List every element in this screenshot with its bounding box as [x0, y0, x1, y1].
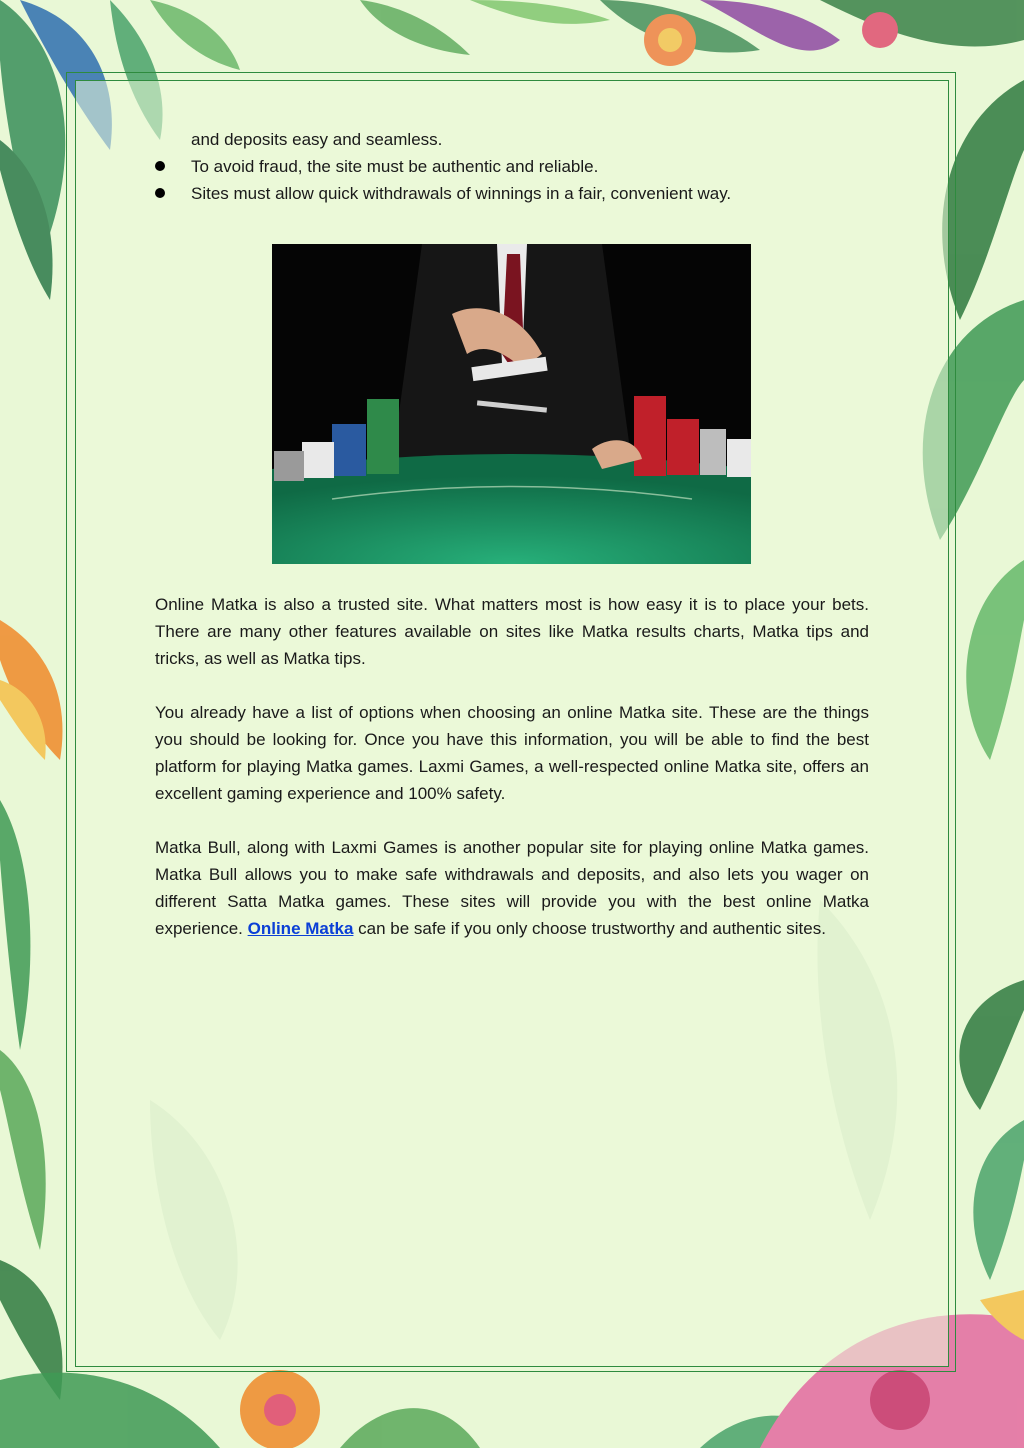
paragraph-2: You already have a list of options when choosing an online Matka site. These are the things you should be looking for. Once you have this information, you will be able to find the best platform for playing Matka games. Laxmi Games, a well-respected online Matka site, offers an excellent gaming experience and 100% safety. — [155, 703, 869, 803]
page-content — [155, 126, 869, 942]
paragraph-3-text-after: can be safe if you only choose trustworthy and authentic sites. — [358, 919, 826, 938]
paragraph-1: Online Matka is also a trusted site. What matters most is how easy it is to place your bets. There are many other features available on sites like Matka results charts, Matka tips and tricks, as well as Matka tips. — [155, 595, 869, 668]
bullet-icon — [155, 161, 165, 171]
casino-photo — [272, 244, 751, 564]
list-item — [155, 180, 869, 207]
casino-dealer-image — [272, 244, 751, 564]
bullet-text: To avoid fraud, the site must be authentic and reliable. — [191, 157, 599, 176]
bullet-text: Sites must allow quick withdrawals of winnings in a fair, convenient way. — [191, 184, 732, 203]
list-continuation-text: and deposits easy and seamless. — [191, 130, 443, 149]
paragraph-3 — [155, 834, 869, 942]
online-matka-link[interactable]: Online Matka — [247, 919, 354, 938]
paragraph-3-text-before: Matka Bull, along with Laxmi Games is another popular site for playing online Matka games. Matka Bull allows you to make safe withdrawals and deposits, and also lets you wager on different Satta Matka games. These sites will provide you with the best online Matka experience. — [155, 838, 869, 938]
bullet-list — [155, 153, 869, 207]
bullet-icon — [155, 188, 165, 198]
list-item — [155, 153, 869, 180]
